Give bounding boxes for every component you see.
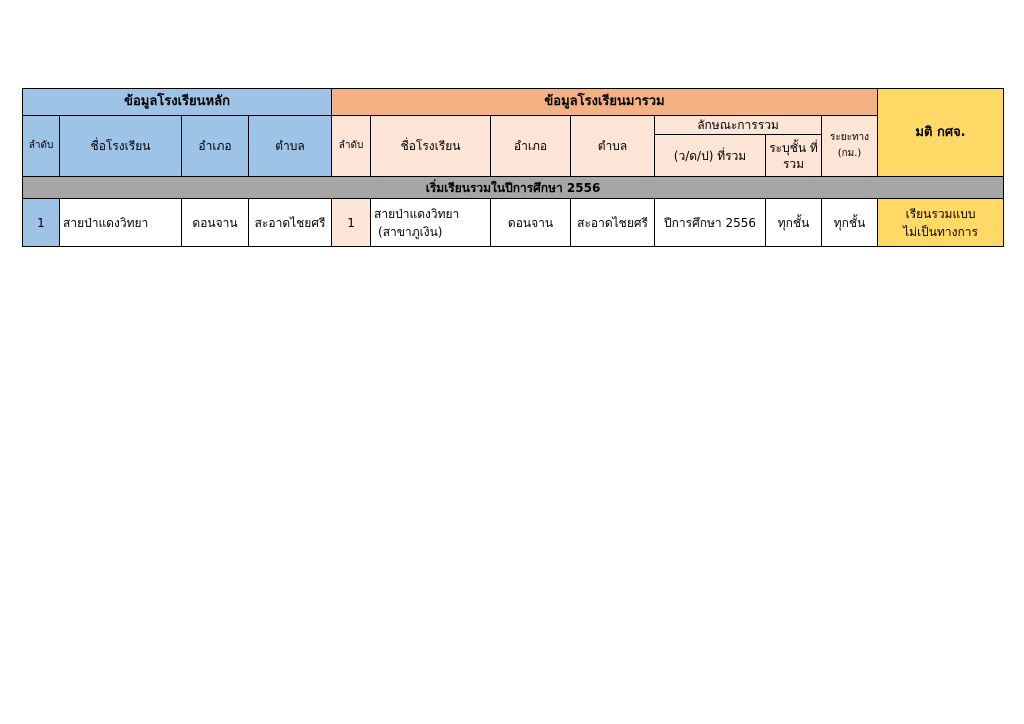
- merge-grades-cell: ทุกชั้น: [766, 199, 822, 247]
- header-row-1: [23, 89, 1004, 116]
- main-school-info-header: ข้อมูลโรงเรียนหลัก: [23, 89, 332, 116]
- join-district-header: อำเภอ: [491, 116, 571, 177]
- main-district-header: อำเภอ: [182, 116, 249, 177]
- distance-cell: ทุกชั้น: [822, 199, 878, 247]
- resolution-header: มติ กศจ.: [878, 89, 1004, 177]
- main-school-name-header: ชื่อโรงเรียน: [60, 116, 182, 177]
- main-district-cell: ดอนจาน: [182, 199, 249, 247]
- merge-grades-header: ระบุชั้น ที่รวม: [766, 135, 822, 177]
- joining-school-info-header: ข้อมูลโรงเรียนมารวม: [332, 89, 878, 116]
- section-row: [23, 177, 1004, 199]
- resolution-line-1: เรียนรวมแบบ: [905, 206, 976, 221]
- resolution-line-2: ไม่เป็นทางการ: [903, 224, 978, 239]
- join-subdistrict-cell: สะอาดไชยศรี: [571, 199, 655, 247]
- distance-header: ระยะทาง (กม.): [822, 116, 878, 177]
- main-subdistrict-cell: สะอาดไชยศรี: [249, 199, 332, 247]
- school-merge-table: [22, 88, 1004, 247]
- header-row-2: [23, 116, 1004, 135]
- table-row: [23, 199, 1004, 247]
- main-order-header: ลำดับ: [23, 116, 60, 177]
- merge-date-cell: ปีการศึกษา 2556: [655, 199, 766, 247]
- join-order-header: ลำดับ: [332, 116, 371, 177]
- join-order-cell: 1: [332, 199, 371, 247]
- join-school-branch-line: (สาขาภูเงิน): [378, 224, 443, 239]
- join-school-name-line: สายป่าแดงวิทยา: [374, 206, 460, 221]
- join-subdistrict-header: ตำบล: [571, 116, 655, 177]
- main-order-cell: 1: [23, 199, 60, 247]
- join-school-cell: [371, 199, 491, 247]
- join-school-name-header: ชื่อโรงเรียน: [371, 116, 491, 177]
- main-school-cell: สายป่าแดงวิทยา: [60, 199, 182, 247]
- resolution-cell: [878, 199, 1004, 247]
- merge-type-header: ลักษณะการรวม: [655, 116, 822, 135]
- main-subdistrict-header: ตำบล: [249, 116, 332, 177]
- section-title: เริ่มเรียนรวมในปีการศึกษา 2556: [23, 177, 1004, 199]
- join-district-cell: ดอนจาน: [491, 199, 571, 247]
- merge-date-header: (ว/ด/ป) ที่รวม: [655, 135, 766, 177]
